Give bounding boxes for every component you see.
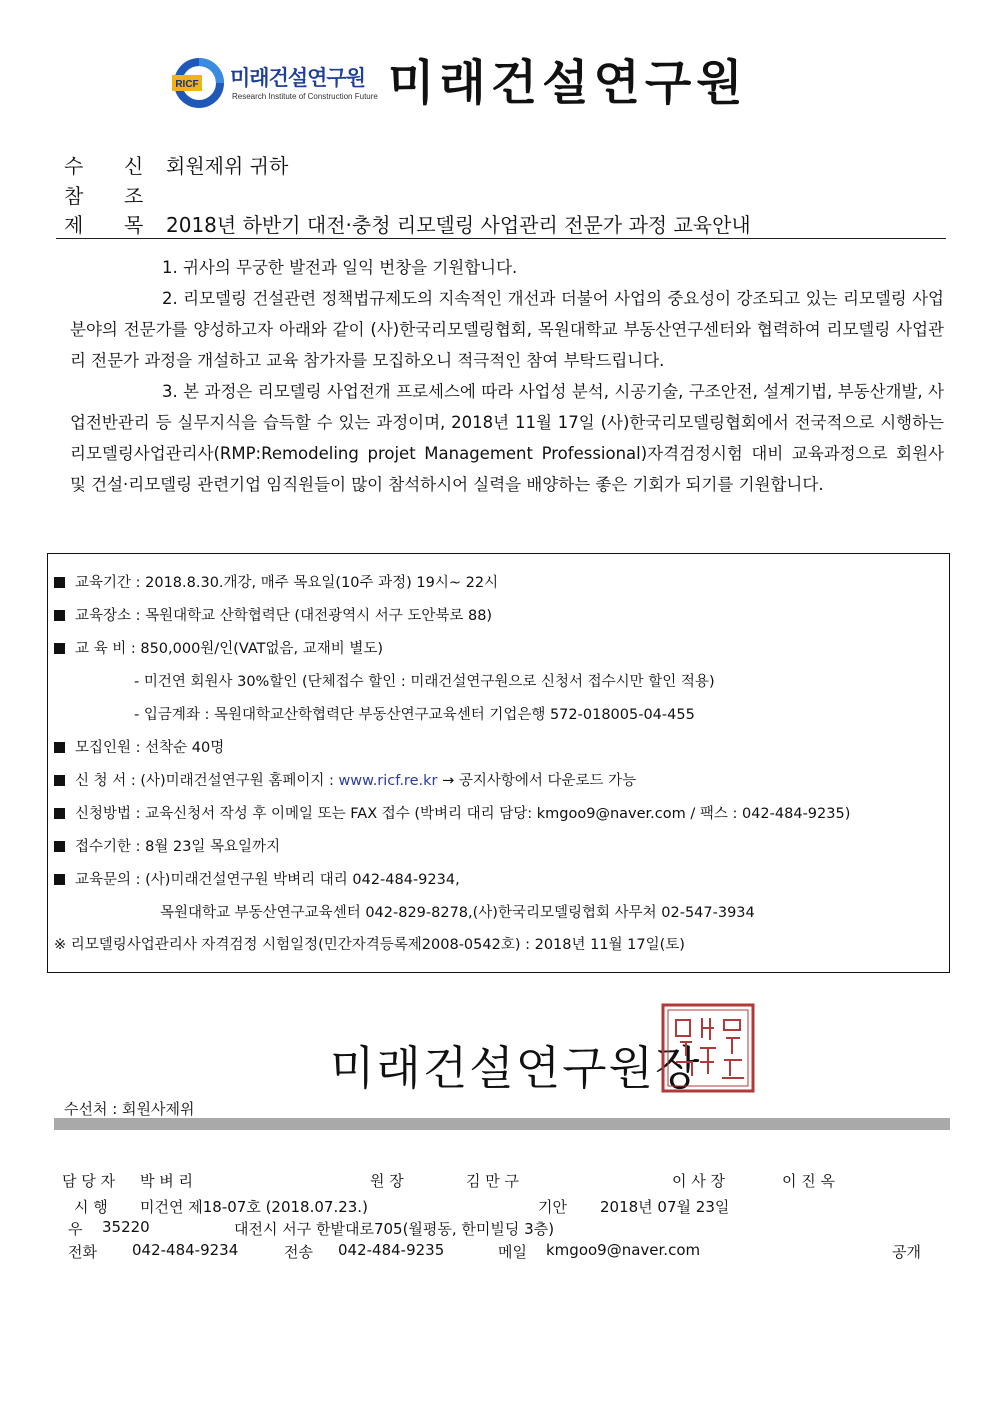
logo-korean-name: 미래건설연구원 xyxy=(230,66,366,90)
homepage-link[interactable]: www.ricf.re.kr xyxy=(338,773,438,789)
info-note-text: ※ 리모델링사업관리사 자격검정 시험일정(민간자격등록제2008-0542호) : 2018년 11월 17일(토) xyxy=(54,937,685,953)
info-method xyxy=(54,803,850,825)
info-place-text: 교육장소 : 목원대학교 산학협력단 (대전광역시 서구 도안북로 88) xyxy=(75,608,493,624)
reference-label-1: 참 xyxy=(64,184,84,208)
info-note xyxy=(54,934,685,956)
info-form-prefix: 신 청 서 : (사)미래건설연구원 홈페이지 : xyxy=(75,773,339,789)
info-period xyxy=(54,572,498,594)
logo-english-name: Research Institute of Construction Future xyxy=(232,92,378,101)
info-inquiry-2 xyxy=(160,902,755,924)
subject-row xyxy=(56,209,946,239)
official-seal-icon xyxy=(660,1002,756,1094)
footer-draft-value: 2018년 07월 23일 xyxy=(600,1198,730,1216)
logo xyxy=(172,56,382,110)
bullet-square-icon xyxy=(54,577,65,588)
footer-tel-value: 042-484-9234 xyxy=(132,1241,239,1259)
reference-row xyxy=(56,180,946,209)
bullet-square-icon xyxy=(54,808,65,819)
reference-label-2: 조 xyxy=(124,184,144,208)
subject-label-1: 제 xyxy=(64,213,84,237)
logo-abbr: RICF xyxy=(175,79,199,90)
info-account xyxy=(134,704,695,726)
info-place xyxy=(54,605,492,627)
info-discount xyxy=(134,671,715,693)
paragraph-2: 2. 리모델링 건설관련 정책법규제도의 지속적인 개선과 더불어 사업의 중요성이 강조되고 있는 리모델링 사업분야의 전문가를 양성하고자 아래와 같이 (사)한국리모델링협회, 목원대학교 부동산연구센터와 협력하여 리모델링 사업관리 전문가 과정을 개설하고 교육 참가자를 모집하오니 적극적인 참여 부탁드립니다. xyxy=(70,289,944,370)
letter-body xyxy=(70,252,944,500)
info-application-form xyxy=(54,770,636,792)
bullet-square-icon xyxy=(54,874,65,885)
info-fee-text: 교 육 비 : 850,000원/인(VAT없음, 교재비 별도) xyxy=(75,641,384,657)
bullet-square-icon xyxy=(54,841,65,852)
info-recruit xyxy=(54,737,224,759)
paragraph-1: 1. 귀사의 무궁한 발전과 일익 번창을 기원합니다. xyxy=(162,258,518,277)
footer-draft-label: 기안 xyxy=(538,1198,567,1216)
subject-value: 2018년 하반기 대전·충청 리모델링 사업관리 전문가 과정 교육안내 xyxy=(166,213,751,237)
footer-fax-value: 042-484-9235 xyxy=(338,1241,445,1259)
info-deadline xyxy=(54,836,280,858)
recipient-row xyxy=(56,150,946,179)
bullet-square-icon xyxy=(54,742,65,753)
footer-zip-label: 우 xyxy=(68,1220,83,1238)
info-inquiry2-text: 목원대학교 부동산연구교육센터 042-829-8278,(사)한국리모델링협회 사무처 02-547-3934 xyxy=(160,905,755,921)
recipient-label-1: 수 xyxy=(64,154,84,178)
info-discount-text: - 미건연 회원사 30%할인 (단체접수 할인 : 미래건설연구원으로 신청서 접수시만 할인 적용) xyxy=(134,674,715,690)
info-account-text: - 입금계좌 : 목원대학교산학협력단 부동산연구교육센터 기업은행 572-018005-04-455 xyxy=(134,707,695,723)
recipient-value: 회원제위 귀하 xyxy=(166,154,289,178)
footer-public-flag: 공개 xyxy=(892,1243,921,1261)
footer-staff-label: 담 당 자 xyxy=(62,1172,116,1190)
course-info-box xyxy=(47,553,950,973)
recipient-label-2: 신 xyxy=(124,154,144,178)
footer-staff-name: 박 벼 리 xyxy=(140,1172,194,1190)
paragraph-3: 3. 본 과정은 리모델링 사업전개 프로세스에 따라 사업성 분석, 시공기술, 구조안전, 설계기법, 부동산개발, 사업전반관리 등 실무지식을 습득할 수 있는 과정이며, 2018년 11월 17일 (사)한국리모델링협회에서 전국적으로 시행하는 리모델링사업관리사(RMP:Remodeling projet Management Professional)자격검정시험 대비 교육과정으로 회원사 및 건설·리모델링 관련기업 임직원들이 많이 참석하시어 실력을 배양하는 좋은 기회가 되기를 기원합니다. xyxy=(70,382,944,494)
footer-mail-value: kmgoo9@naver.com xyxy=(546,1241,701,1259)
organization-title: 미래건설연구원 xyxy=(388,55,748,111)
signature-title: 미래건설연구원장 xyxy=(330,1041,702,1095)
footer-fax-label: 전송 xyxy=(284,1243,313,1261)
footer-mail-label: 메일 xyxy=(498,1243,527,1261)
logo-emblem-icon xyxy=(172,56,226,110)
distribution-line: 수선처 : 회원사제위 xyxy=(64,1100,195,1118)
footer-director-label: 원 장 xyxy=(370,1172,404,1190)
bullet-square-icon xyxy=(54,643,65,654)
info-fee xyxy=(54,638,383,660)
info-inquiry xyxy=(54,869,460,891)
footer-issue-label: 시 행 xyxy=(74,1198,108,1216)
footer-tel-label: 전화 xyxy=(68,1243,97,1261)
bullet-square-icon xyxy=(54,610,65,621)
info-method-text: 신청방법 : 교육신청서 작성 후 이메일 또는 FAX 접수 (박벼리 대리 담당: kmgoo9@naver.com / 팩스 : 042-484-9235) xyxy=(75,806,851,822)
footer-address: 대전시 서구 한밭대로705(월평동, 한미빌딩 3층) xyxy=(234,1220,555,1238)
info-inquiry-text: 교육문의 : (사)미래건설연구원 박벼리 대리 042-484-9234, xyxy=(75,872,460,888)
footer-chair-label: 이 사 장 xyxy=(672,1172,726,1190)
bullet-square-icon xyxy=(54,775,65,786)
info-form-suffix: → 공지사항에서 다운로드 가능 xyxy=(437,773,637,789)
footer-chair-name: 이 진 옥 xyxy=(782,1172,836,1190)
footer-director-name: 김 만 구 xyxy=(466,1172,520,1190)
info-deadline-text: 접수기한 : 8월 23일 목요일까지 xyxy=(75,839,281,855)
info-period-text: 교육기간 : 2018.8.30.개강, 매주 목요일(10주 과정) 19시~ 22시 xyxy=(75,575,499,591)
info-recruit-text: 모집인원 : 선착순 40명 xyxy=(75,740,225,756)
footer-zip-value: 35220 xyxy=(102,1218,150,1236)
divider-bar xyxy=(54,1118,950,1130)
subject-label-2: 목 xyxy=(124,213,144,237)
footer-issue-value: 미건연 제18-07호 (2018.07.23.) xyxy=(140,1198,368,1216)
